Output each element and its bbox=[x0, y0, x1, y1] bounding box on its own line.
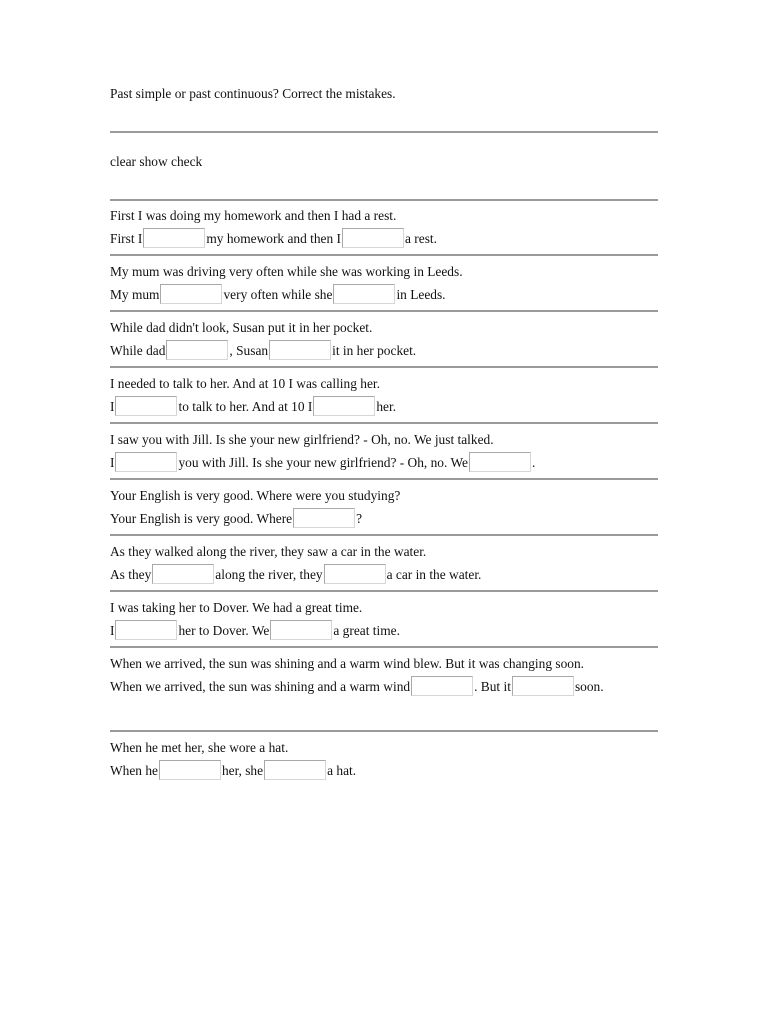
answer-line bbox=[110, 340, 658, 360]
divider bbox=[110, 131, 658, 133]
answer-text: While dad bbox=[110, 343, 166, 358]
original-sentence: First I was doing my homework and then I had a rest. bbox=[110, 208, 397, 223]
exercise-item bbox=[110, 536, 658, 592]
answer-text: Your English is very good. Where bbox=[110, 511, 293, 526]
answer-input[interactable] bbox=[270, 620, 332, 640]
exercise-item bbox=[110, 312, 658, 368]
answer-text: My mum bbox=[110, 287, 160, 302]
answer-input[interactable] bbox=[143, 228, 205, 248]
exercise-item bbox=[110, 256, 658, 312]
page-title: Past simple or past continuous? Correct the mistakes. bbox=[110, 86, 396, 101]
exercise-item bbox=[110, 648, 658, 732]
answer-input[interactable] bbox=[115, 620, 177, 640]
answer-text: a great time. bbox=[333, 623, 400, 638]
answer-input[interactable] bbox=[264, 760, 326, 780]
exercise-item bbox=[110, 424, 658, 480]
original-sentence: As they walked along the river, they saw a car in the water. bbox=[110, 544, 427, 559]
exercise-item bbox=[110, 732, 658, 788]
answer-text: a rest. bbox=[405, 231, 437, 246]
answer-input[interactable] bbox=[333, 284, 395, 304]
answer-text: First I bbox=[110, 231, 143, 246]
original-sentence: I saw you with Jill. Is she your new girlfriend? - Oh, no. We just talked. bbox=[110, 432, 494, 447]
answer-text: . bbox=[531, 455, 536, 470]
answer-text: soon. bbox=[574, 679, 604, 694]
original-sentence: When he met her, she wore a hat. bbox=[110, 740, 289, 755]
answer-text: her. bbox=[376, 399, 397, 414]
answer-text: in Leeds. bbox=[396, 287, 446, 302]
answer-text: ? bbox=[356, 511, 363, 526]
original-sentence: My mum was driving very often while she was working in Leeds. bbox=[110, 264, 463, 279]
answer-input[interactable] bbox=[152, 564, 214, 584]
answer-text: a car in the water. bbox=[386, 567, 482, 582]
answer-line bbox=[110, 452, 658, 472]
answer-text: . But it bbox=[474, 679, 511, 694]
answer-input[interactable] bbox=[115, 396, 177, 416]
answer-text: you with Jill. Is she your new girlfriend? - Oh, no. We bbox=[178, 455, 468, 470]
answer-input[interactable] bbox=[269, 340, 331, 360]
answer-line bbox=[110, 396, 658, 416]
answer-input[interactable] bbox=[342, 228, 404, 248]
answer-input[interactable] bbox=[324, 564, 386, 584]
answer-text: a hat. bbox=[327, 763, 357, 778]
answer-line bbox=[110, 228, 658, 248]
answer-line bbox=[110, 676, 658, 696]
answer-input[interactable] bbox=[160, 284, 222, 304]
exercise-item bbox=[110, 592, 658, 648]
answer-line bbox=[110, 620, 658, 640]
exercise-controls bbox=[110, 154, 202, 170]
original-sentence: I was taking her to Dover. We had a great time. bbox=[110, 600, 363, 615]
answer-input[interactable] bbox=[469, 452, 531, 472]
answer-input[interactable] bbox=[313, 396, 375, 416]
answer-text: I bbox=[110, 455, 115, 470]
answer-text: When we arrived, the sun was shining and a warm wind bbox=[110, 679, 411, 694]
answer-text: my homework and then I bbox=[206, 231, 341, 246]
answer-line bbox=[110, 564, 658, 584]
answer-text: As they bbox=[110, 567, 152, 582]
answer-text: along the river, they bbox=[215, 567, 323, 582]
answer-text: , Susan bbox=[229, 343, 269, 358]
answer-input[interactable] bbox=[512, 676, 574, 696]
answer-input[interactable] bbox=[166, 340, 228, 360]
answer-line bbox=[110, 508, 658, 528]
answer-input[interactable] bbox=[411, 676, 473, 696]
original-sentence: I needed to talk to her. And at 10 I was calling her. bbox=[110, 376, 380, 391]
answer-text: to talk to her. And at 10 I bbox=[178, 399, 313, 414]
answer-text: When he bbox=[110, 763, 158, 778]
answer-text: her to Dover. We bbox=[178, 623, 270, 638]
answer-text: it in her pocket. bbox=[332, 343, 417, 358]
exercise-item bbox=[110, 480, 658, 536]
answer-input[interactable] bbox=[115, 452, 177, 472]
answer-input[interactable] bbox=[293, 508, 355, 528]
clear-button[interactable]: clear bbox=[110, 154, 137, 169]
answer-text: I bbox=[110, 623, 115, 638]
exercise-item bbox=[110, 368, 658, 424]
answer-input[interactable] bbox=[159, 760, 221, 780]
show-button[interactable]: show bbox=[139, 154, 168, 169]
exercise-item bbox=[110, 200, 658, 256]
original-sentence: When we arrived, the sun was shining and a warm wind blew. But it was changing soon. bbox=[110, 656, 585, 671]
answer-text: her, she bbox=[221, 763, 264, 778]
answer-text: very often while she bbox=[223, 287, 333, 302]
original-sentence: Your English is very good. Where were you studying? bbox=[110, 488, 401, 503]
exercise-list bbox=[110, 200, 658, 788]
answer-line bbox=[110, 284, 658, 304]
check-button[interactable]: check bbox=[171, 154, 203, 169]
answer-text: I bbox=[110, 399, 115, 414]
original-sentence: While dad didn't look, Susan put it in her pocket. bbox=[110, 320, 373, 335]
answer-line bbox=[110, 760, 658, 780]
